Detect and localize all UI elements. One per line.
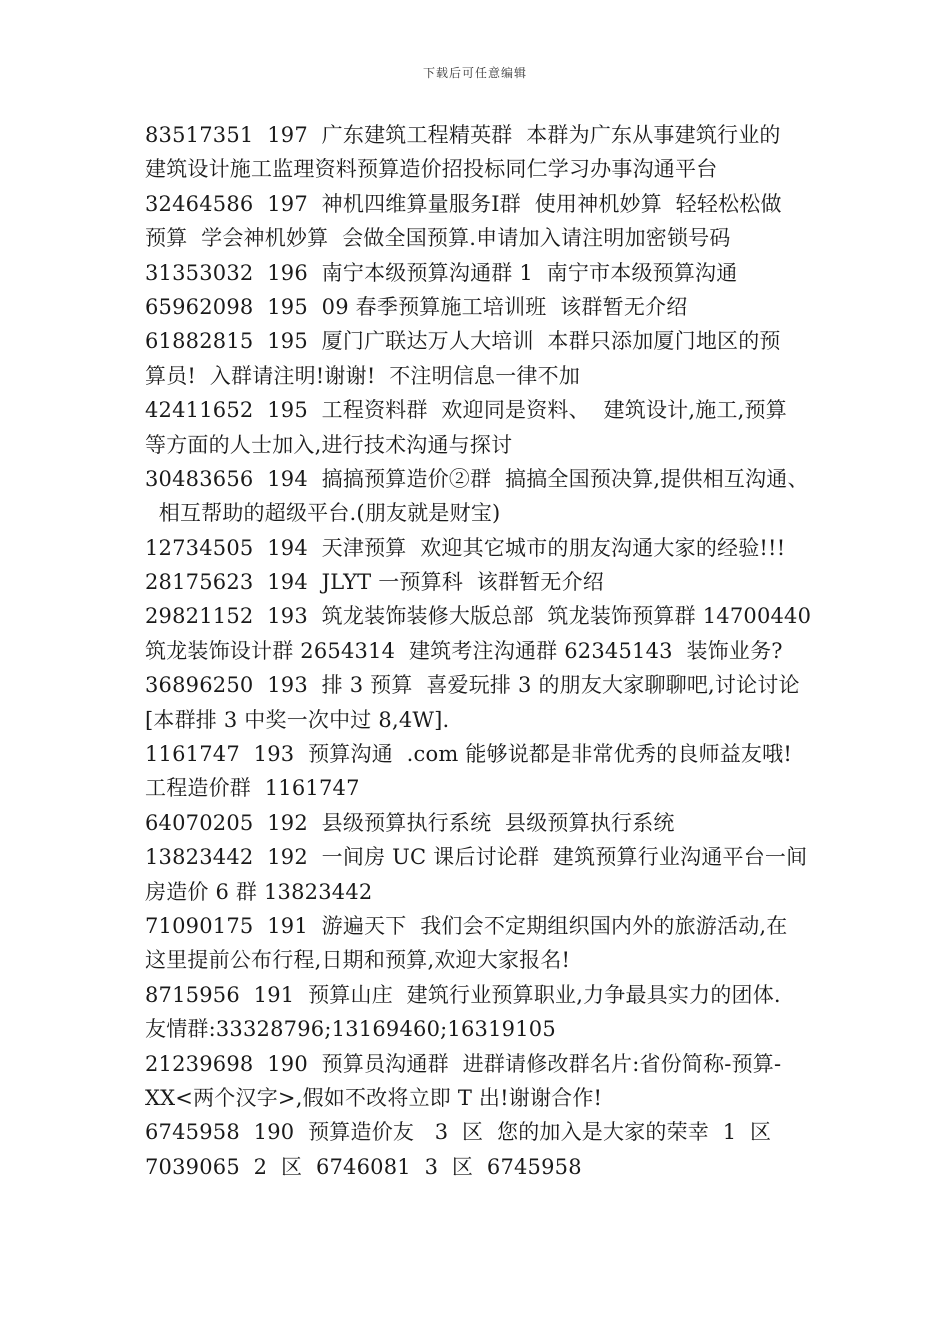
- text-line: 房造价 6 群 13823442: [145, 879, 373, 904]
- text-line: 12734505 194 天津预算 欢迎其它城市的朋友沟通大家的经验!!!: [145, 535, 786, 560]
- text-line: 29821152 193 筑龙装饰装修大版总部 筑龙装饰预算群 14700440: [145, 604, 812, 629]
- text-line: 1161747 193 预算沟通 .com 能够说都是非常优秀的良师益友哦!: [145, 742, 792, 767]
- text-line: XX<两个汉字>,假如不改将立即 T 出!谢谢合作!: [145, 1085, 603, 1110]
- text-line: 36896250 193 排 3 预算 喜爱玩排 3 的朋友大家聊聊吧,讨论讨论: [145, 673, 800, 698]
- text-line: 7039065 2 区 6746081 3 区 6745958: [145, 1154, 582, 1179]
- document-body: [145, 118, 815, 1184]
- text-line: 友情群:33328796;13169460;16319105: [145, 1017, 556, 1042]
- text-line: 预算 学会神机妙算 会做全国预算.申请加入请注明加密锁号码: [145, 226, 731, 251]
- text-line: [本群排 3 中奖一次中过 8,4W].: [145, 707, 450, 732]
- text-line: 工程造价群 1161747: [145, 776, 360, 801]
- text-line: 8715956 191 预算山庄 建筑行业预算职业,力争最具实力的团体.: [145, 982, 781, 1007]
- text-line: 13823442 192 一间房 UC 课后讨论群 建筑预算行业沟通平台一间: [145, 845, 808, 870]
- text-line: 64070205 192 县级预算执行系统 县级预算执行系统: [145, 810, 675, 835]
- text-line: 建筑设计施工监理资料预算造价招投标同仁学习办事沟通平台: [145, 157, 718, 182]
- text-line: 71090175 191 游遍天下 我们会不定期组织国内外的旅游活动,在: [145, 913, 788, 938]
- text-line: 42411652 195 工程资料群 欢迎同是资料、 建筑设计,施工,预算: [145, 398, 787, 423]
- text-line: 6745958 190 预算造价友 3 区 您的加入是大家的荣幸 1 区: [145, 1120, 772, 1145]
- text-line: 61882815 195 厦门广联达万人大培训 本群只添加厦门地区的预: [145, 329, 781, 354]
- text-line: 算员! 入群请注明!谢谢! 不注明信息一律不加: [145, 363, 581, 388]
- text-line: 32464586 197 神机四维算量服务Ⅰ群 使用神机妙算 轻轻松松做: [145, 191, 782, 216]
- text-line: 28175623 194 JLYT 一预算科 该群暂无介绍: [145, 570, 604, 595]
- text-line: 等方面的人士加入,进行技术沟通与探讨: [145, 432, 513, 457]
- text-line: 83517351 197 广东建筑工程精英群 本群为广东从事建筑行业的: [145, 123, 781, 147]
- page-header: 下载后可任意编辑: [422, 66, 527, 80]
- text-line: 21239698 190 预算员沟通群 进群请修改群名片:省份简称-预算-: [145, 1051, 782, 1076]
- text-line: 65962098 195 09 春季预算施工培训班 该群暂无介绍: [145, 294, 688, 319]
- text-line: 筑龙装饰设计群 2654314 建筑考注沟通群 62345143 装饰业务?: [145, 638, 783, 663]
- text-line: 31353032 196 南宁本级预算沟通群 1 南宁市本级预算沟通: [145, 260, 738, 285]
- text-line: 这里提前公布行程,日期和预算,欢迎大家报名!: [145, 948, 571, 973]
- text-line: 30483656 194 搞搞预算造价②群 搞搞全国预决算,提供相互沟通、: [145, 466, 809, 491]
- text-line: 相互帮助的超级平台.(朋友就是财宝): [145, 501, 501, 526]
